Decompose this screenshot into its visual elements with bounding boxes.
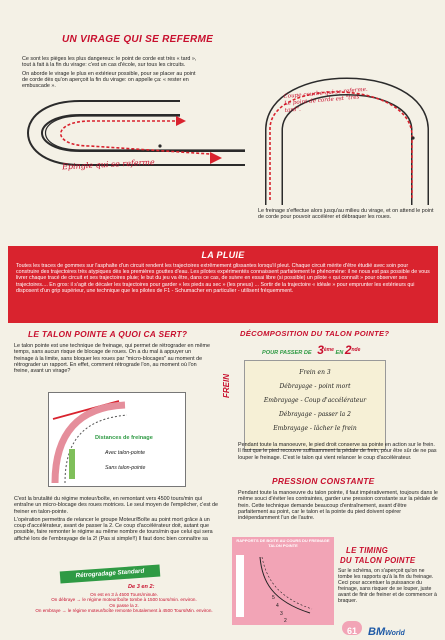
step-2: Débrayage - point mort xyxy=(279,383,351,390)
step-1: Frein en 3 xyxy=(299,369,331,376)
decomp-to: 2 xyxy=(344,343,352,357)
virage-para-2: On aborde le virage le plus en extérieur possible, pour se placer au point de corde dès qu'on aperçoit la fin du virage: on appelle ça: « rester en embuscade ». xyxy=(22,70,196,90)
step-5: Embrayage - lâcher le frein xyxy=(273,425,357,432)
decomp-text: Pendant toute la manoeuvre, le pied droit conserve sa pointe en action sur le frein. Il faut que le pied recouvre suffisamment la pédale de frein, pour être sûr de ne pas louper le freinage. C'est le talon qui vient relancer le coup d'accélérateur. xyxy=(238,442,437,461)
timing-text: Sur le schéma, on s'aperçoit qu'on ne tombe les rapports qu'à la fin du freinage. Ceci pour accentuer la puissance du freinage, sans risquer de se louper, juste avant de finir de freiner et de commencer à braquer. xyxy=(338,568,437,604)
talon-para-2: C'est la brutalité du régime moteur/boîte, en remontant vers 4500 tours/min qui entraîne un micro-blocage des roues motrices. Le seul moyen de l'empêcher, c'est de freiner en talon-pointe. xyxy=(14,496,219,515)
talon-text-2 xyxy=(14,496,222,544)
timing-title-1: LE TIMING xyxy=(346,546,389,555)
distances-diagram xyxy=(48,392,186,487)
legend-without: Sans talon-pointe xyxy=(105,465,146,471)
timing-box-title: RAPPORTS DE BOITE AU COURS DU FREINAGE TALON POINTE xyxy=(236,538,330,548)
timing-mark-3: 3 xyxy=(280,611,283,617)
section-title-decomp: DÉCOMPOSITION DU TALON POINTE? xyxy=(240,329,390,338)
legend-with: Avec talon-pointe xyxy=(105,450,145,456)
retro-sub: De 3 en 2: xyxy=(128,584,155,590)
retro-line-1: On est en 3 à 4500 Tours/minute. xyxy=(90,592,158,597)
decomp-from: 3 xyxy=(317,343,324,357)
virage-text xyxy=(22,56,200,91)
timing-mark-5: 5 xyxy=(272,595,275,601)
frein-label: FREIN xyxy=(222,374,231,398)
brand-world: World xyxy=(385,630,405,637)
retro-lines xyxy=(26,592,222,614)
callout-coupe-courbe: Coupe courbe qui se referme. Le point de corde est "très tard". xyxy=(283,86,368,114)
decomp-subtitle xyxy=(262,343,360,357)
callout-epingle: Epingle qui se referme xyxy=(61,157,155,172)
page-number: 61 xyxy=(346,626,357,636)
retro-line-3: On passe la 2. xyxy=(109,602,139,608)
retro-line-4: On embraye → le régime moteur/boîte remonte brutalement à 4500 Tours/Min. environ. xyxy=(35,608,213,614)
pression-text: Pendant toute la manoeuvre du talon pointe, il faut impérativement, toujours dans le même souci d'éviter les contraintes, garder une pression constante sur la pédale de frein. Cette technique demande beaucoup d'entraînement, avant d'être parfaitement au point, car le talon et la pointe du pied doivent opérer indépendamment l'un de l'autre. xyxy=(238,490,438,522)
timing-title-2: DU TALON POINTE xyxy=(340,556,416,565)
step-3: Embrayage - Coup d'accélérateur xyxy=(263,397,367,404)
step-4: Débrayage - passer la 2 xyxy=(279,411,351,418)
decomp-en: EN xyxy=(335,350,344,356)
talon-para-3: L'opération permettra de relancer le groupe Moteur/Boîte au point mort grâce à un coup d'accélérateur, avant de passer la 2. Ce coup d'accélérateur doit, autant que possible, faire remonter le régime au même nombre de tours/min que celui qui sera affiché lors de l'embrayage de la 2! (Pas si simple!!) Il faut donc bien connaître sa xyxy=(14,516,213,542)
steps-box xyxy=(244,360,386,450)
timing-box xyxy=(232,537,334,625)
legend-title: Distances de freinage xyxy=(95,435,153,441)
retro-title: Rétrogradage Standard xyxy=(60,565,161,584)
talon-para-1: Le talon pointe est une technique de freinage, qui permet de rétrograder en même temps, sans aucun risque de blocage de roues. On a du mal à appuyer un freinage à la limite, sans bloquer les roues par "micro-blocages" au moment de rétrograder un rapport. En effet, comment rétrograde l'on, au moment où l'on freine, avant un virage? xyxy=(14,343,210,375)
section-title-virage: UN VIRAGE QUI SE REFERME xyxy=(62,34,214,45)
timing-mark-2: 2 xyxy=(284,618,287,624)
pluie-text: Toutes les traces de gommes sur l'asphalte d'un circuit rendent les trajectoires extrêmement glissantes lorsqu'il pleut. Chaque circuit mérite d'être étudié avec soin pour construire des trajectoires très atypiques dès les premières gouttes d'eau. Les pilotes expérimentés connaissent parfaitement le phénomène: il ne nous est pas possible de vous livrer chaque tracé de circuit et ses trajectoires pluie; le but du jeu va être, dans ce cas, de suivre en essai libre (si possible) un pilote « qui connaît » pour observer ses trajectoires.... En gros: il s'agit de décaler les trajectoires pour garder « les pieds au sec » (les pneus) ... Sortir de la trajectoire « idéale » pour emprunter les extérieurs qui disposent d'un grip supérieur, une technique que les pilotes de F1 - Schumacher en particulier - utilisent fréquemment. xyxy=(16,263,430,294)
pluie-band xyxy=(8,246,438,323)
freinage-caption: Le freinage s'effectue alors jusqu'au milieu du virage, et on attend le point de corde pour pouvoir accélérer et débraquer les roues. xyxy=(258,208,434,221)
timing-mark-4: 4 xyxy=(276,603,279,609)
brand-bm: BM xyxy=(368,626,386,638)
decomp-pour: POUR PASSER DE xyxy=(262,350,312,356)
virage-para-1: Ce sont les pièges les plus dangereux: le point de corde est très « tard », tout à fait à la fin du virage: c'est un cas d'école, sur tous les circuits. xyxy=(22,56,197,69)
decomp-from-sup: ème xyxy=(323,347,334,354)
horseshoe-diagram xyxy=(252,50,442,210)
brand-logo xyxy=(368,622,405,640)
decomp-to-sup: nde xyxy=(351,347,361,354)
section-title-pression: PRESSION CONSTANTE xyxy=(272,476,375,486)
retro-line-2: On débraye → le régime moteur/boîte tombe à 1500 tours/min. environ. xyxy=(51,597,197,603)
pluie-title: LA PLUIE xyxy=(201,250,245,260)
page-number-badge xyxy=(342,621,362,635)
section-title-talon: LE TALON POINTE A QUOI CA SERT? xyxy=(28,329,188,339)
